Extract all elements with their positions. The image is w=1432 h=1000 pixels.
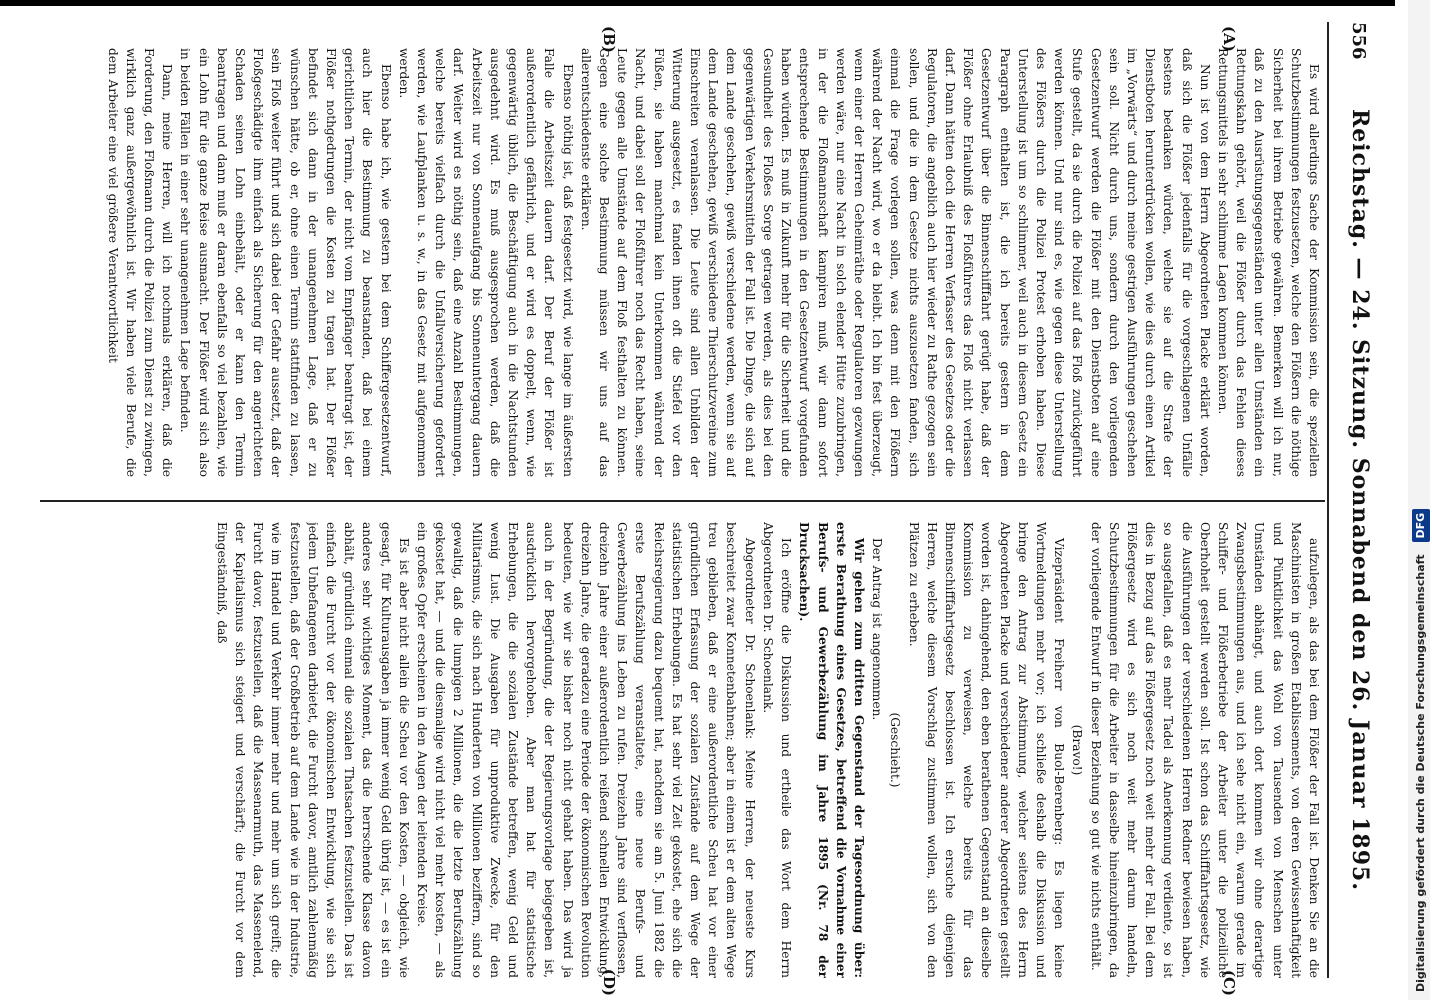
paragraph: Der Antrag ist angenommen. — [870, 538, 885, 721]
interjection: (Geschieht.) — [888, 712, 903, 788]
paragraph: Es ist aber nicht allein die Scheu vor den Kosten, — obgleich, wie gesagt, für Kulturausgaben ja immer wenig Geld übrig ist, — es ist ein anderes sehr wichtiges Moment, das die herrschende Klasse davon abhält, gründlich einmal die sozialen Thatsachen festzustellen. Das ist einfach die Furcht vor der ökonomischen Entwicklung, wie sie sich jedem Unbefangenen darbietet, die Furcht davor, amtlich zahlenmäßig festzustellen, daß der Großbetrieb auf dem Lande wie in der Industrie, wie im Handel und Verkehr immer mehr und mehr um sich greift; die Furcht davor, festzustellen, daß die Massenarmuth, das Massenelend, der Kapitalismus sich steigert und verschärft; die Furcht vor dem Eingeständniß, daß — [214, 522, 411, 978]
agenda-item: Wir gehen zum dritten Gegenstand der Tagesordnung über: erste Berathung eines Gesetzes, betreffend die Vornahme einer Berufs- und Gewerbezählung im Jahre 1895 (Nr. 78 der Drucksachen). — [797, 522, 866, 978]
page-header — [1327, 22, 1389, 978]
margin-marker-c: (C) — [1220, 969, 1238, 996]
paragraph: Dann, meine Herren, will ich nochmals erklären, daß die Forderung, den Floßmann durch die Polizei zum Dienst zu zwingen, wirklich ganz außergewöhnlich ist. Wir haben viele Berufe, die dem Arbeiter eine viel größere Verantwortlichkeit — [105, 48, 175, 477]
paragraph: aufzulegen, als das bei dem Flößer der Fall ist. Denken Sie an die Maschinisten in großen Etablissements, von deren Gewissenhaftigkeit und Pünktlichkeit das Wohl von Tausenden von Menschen unter Umständen abhängt, und auch dort kommen wir ohne derartige Zwangsbestimmungen aus, und ich sehe nicht ein, warum gerade im Schiffer- und Flößerbetriebe der Arbeiter unter die polizeiliche Oberhoheit gestellt werden soll. Ist schon das Schifffahrtsgesetz, wie die Ausführungen der verschiedenen Herren Redner bewiesen haben, so ausgefallen, daß es mehr Tadel als Anerkennung verdiente, so ist dies in Bezug auf das Flößergesetz noch weit mehr der Fall. Bei dem Flößergesetz wird es sich noch weit mehr darum handeln, Schutzbestimmungen für die Arbeiter in dasselbe hineinzubringen, da der vorliegende Entwurf in dieser Beziehung so gut wie nichts enthält. — [1088, 522, 1321, 978]
column-divider — [40, 500, 1325, 502]
page-body — [40, 22, 1323, 996]
paragraph: Abgeordneter Dr. Schoenlank: Meine Herren, der neueste Kurs beschreitet zwar Konnetenbahnen; aber in einem ist er dem alten Wege treu geblieben, daß er eine außerordentliche Scheu hat vor einer gründlichen Erfassung der sozialen Zustände auf dem Wege der statistischen Erhebungen. Es hat sehr viel Zeit gekostet, ehe sich die Reichsregierung dazu bequemt hat, nachdem sie am 5. Juni 1882 die erste Berufszählung veranstaltete, eine neue Berufs- und Gewerbezählung ins Leben zu rufen. Dreizehn Jahre sind verflossen, dreizehn Jahre einer außerordentlich reißend schnellen Entwicklung, dreizehn Jahre, die geradezu eine Periode der ökonomischen Revolution bedeuten, wie wir sie bisher noch nicht gehabt haben. Das wird ja auch in der Begründung, die der Regierungsvorlage beigegeben ist, ausdrücklich hervorgehoben. Aber man hat für statistische Erhebungen, die die sozialen Zustände betreffen, wenig Geld und wenig Lust. Die Ausgaben für unproduktive Zwecke, für den Militarismus, die sich nach Hunderten von Millionen beziffern, sind so gewaltig, daß die lumpigen 2 Millionen, die die letzte Berufszählung gekostet hat, — und die diesmalige wird nicht viel mehr kosten, — als ein großes Opfer erscheinen in den Augen der leitenden Kreise. — [415, 522, 757, 978]
paragraph: Vizepräsident Freiherr von Buol-Berenberg: Es liegen keine Wortmeldungen mehr vor; ich schließe deshalb die Diskussion und bringe den Antrag zur Abstimmung, welcher seitens des Herrn Abgeordneten Placke und verschiedener anderer Abgeordneten gestellt worden ist, dahingehend, den eben berathenen Gegenstand an dieselbe Kommission zu verweisen, welche bereits für das Binnenschifffahrtsgesetz beschlossen ist. Ich ersuche diejenigen Herren, welche diesem Vorschlag zustimmen wollen, sich von den Plätzen zu erheben. — [906, 522, 1067, 978]
paragraph: Es wird allerdings Sache der Kommission sein, die speziellen Schutzbestimmungen festzusetzen, welche den Flößern die nöthige Sicherheit bei ihrem Betriebe gewähren. Bemerken will ich nur, daß zu den Ausrüstungsgegenständen unter allen Umständen ein Rettungskahn gehört, weil die Flößer durch das Fehlen dieses Rettungsmittels in sehr schlimme Lagen kommen können. — [1215, 48, 1321, 477]
paragraph: Ich eröffne die Diskussion und ertheile das Wort dem Herrn Abgeordneten Dr. Schoenlank. — [760, 522, 794, 978]
paragraph: Ebenso nöthig ist, daß festgesetzt wird, wie lange im äußersten Falle die Arbeitszeit dauern darf. Der Beruf der Flößer ist außerordentlich gefährlich, und er wird es doppelt, wenn, wie gegenwärtig üblich, die Beschäftigung auch in die Nachtstunden ausgedehnt wird. Es muß ausgesprochen werden, daß die Arbeitszeit nur von Sonnenaufgang bis Sonnenuntergang dauern darf. Weiter wird es nöthig sein, daß eine Anzahl Bestimmungen, welche bereits vielfach durch die Unfallversicherung gefordert werden, wie Laufplanken u. s. w., in das Gesetz mit aufgenommen werden. — [396, 48, 575, 477]
page-number: 556 — [1348, 22, 1369, 60]
digitization-credit — [1412, 0, 1430, 1000]
page-title: Reichstag. — 24. Sitzung. Sonnabend den 26. Januar 1895. — [1347, 109, 1373, 891]
interjection: (Bravo!) — [1070, 724, 1085, 776]
margin-marker-d: (D) — [600, 968, 618, 996]
margin-marker-b: (B) — [600, 26, 618, 53]
dfg-logo: DFG — [1412, 509, 1430, 543]
text-column-right — [40, 522, 1323, 978]
digitization-note: Digitalisierung gefördert durch die Deutsche Forschungsgemeinschaft — [1414, 554, 1427, 992]
margin-marker-a: (A) — [1220, 26, 1238, 52]
paragraph: Nun ist von dem Herrn Abgeordneten Placke erklärt worden, daß sich die Flößer jedenfalls für die vorgeschlagenen Unfälle bestens bedanken würden, welche sie auf die Strafe der Dienstboten herunterdrücken wollen, wie dies durch einen Artikel im „Vorwärts“ und durch meine gestrigen Ausführungen geschehen sein soll. Nicht durch uns, sondern durch den vorliegenden Gesetzentwurf werden die Flößer mit den Dienstboten auf eine Stufe gestellt, da sie durch die Polizei auf das Floß zurückgeführt werden können. Und nur sind es, wie gegen diese Unterstellung des Flößers durch die Polizei Protest erhoben haben. Diese Unterstellung ist um so schlimmer, weil auch in diesem Gesetz ein Paragraph enthalten ist, die ich bereits gestern in dem Gesetzentwurf über die Binnenschifffahrt gerügt habe, daß der Flößer ohne Erlaubniß des Floßführers das Floß nicht verlassen darf. Dann hätten doch die Herren Verfasser des Gesetzes oder die Regulatoren, die angeblich auch hier wieder zu Rathe gezogen sein sollen, und die in dem Gesetze nichts auszusetzen fanden, sich einmal die Frage vorlegen sollen, was denn mit den Flößern während der Nacht wird, wo er da bleibt. Ich bin fest überzeugt, wenn einer der Herren Geheimräthe oder Regulatoren gezwungen werden wäre, nur eine Nacht in solch elender Hütte zuzubringen, in der die Floßmannschaft kampiren muß, wir dann sofort entsprechende Bestimmungen in den Gesetzentwurf vorgefunden haben würden. Es muß in Zukunft mehr für die Sicherheit und die Gesundheit des Floßes Sorge getragen werden, als dies bei den gegenwärtigen Verkehrsmitteln der Fall ist. Die Dinge, die sich auf dem Lande geschehen, gewiß verschiedene werden, wenn sie auf dem Lande geschehen, gewiß verschiedene Thierschutzvereine zum Einschreiten veranlassen. Die Leute sind allen Unbilden der Witterung ausgesetzt, es fanden ihnen oft die Stiefel vor den Füßen, sie haben manchmal kein Unterkommen während der Nacht, und dabei soll der Floßführer noch das Recht haben, seine Leute gegen alle Umstände auf dem Floß festhalten zu können. Gegen eine solche Bestimmung müssen wir uns auf das allerentschiedenste erklären. — [578, 48, 1212, 477]
paragraph: Ebenso habe ich, wie gestern bei dem Schiffergesetzentwurf, auch hier die Bestimmung zu beanstanden, daß bei einem gerichtlichen Termin, der nicht vom Empfänger beantragt ist, der Flößer nothgedrungen die Kosten zu tragen hat. Der Flößer befindet sich dann in der unangenehmen Lage, daß er zu wünschen hätte, ob er, ohne einen Termin stattfinden zu lassen, sein Floß weiter führt und sich dabei der Gefahr aussetzt, daß der Floßgeschädigte ihm einfach als Sicherung für den angerichteten Schaden seinen Lohn einbehält, oder er kann den Termin beantragen und dann muß er daran ebenfalls so viel bezahlen, wie ein Lohn für die ganze Reise ausmacht. Der Flößer wird sich also in beiden Fällen in einer sehr unangenehmen Lage befinden. — [178, 48, 393, 477]
text-column-left — [40, 22, 1323, 477]
